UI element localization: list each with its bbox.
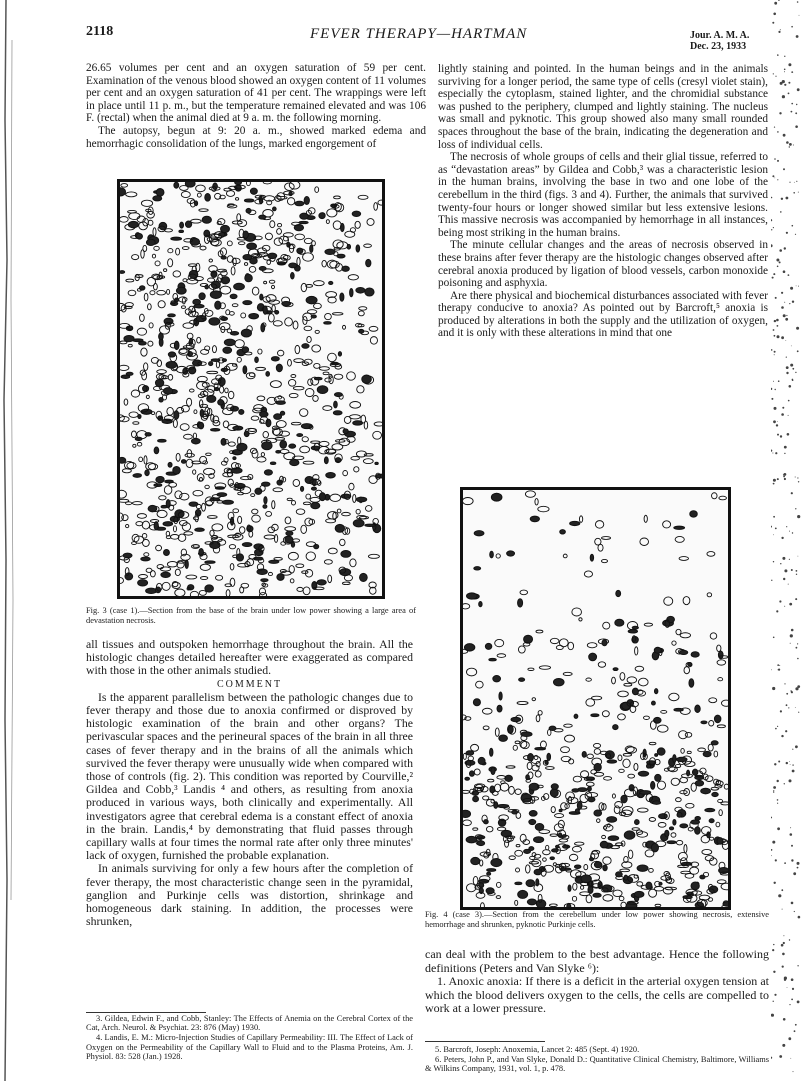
- figure-3-caption: Fig. 3 (case 1).—Section from the base of the brain under low power showing a large area of devastation necrosis.: [86, 606, 416, 625]
- paragraph: The minute cellular changes and the areas of necrosis observed in these brains after fever therapy are the histologic changes observed after cerebral anoxia produced by ligation of blood vessels, carbon monoxide poisoning and asphyxia.: [438, 239, 768, 290]
- paragraph: The necrosis of whole groups of cells and their glial tissue, referred to as “devastation areas” by Gildea and Cobb,³ was a characteristic lesion in the human brains, involving the base in two and one lobe of the cerebellum in the third (figs. 3 and 4). Further, the animals that survived twenty-four hours or longer showed similar but less extensive lesions. This massive necrosis was accompanied by hemorrhage in all instances, being most striking in the human brains.: [438, 151, 768, 239]
- paragraph: The autopsy, begun at 9: 20 a. m., showed marked edema and hemorrhagic consolidation of the lungs, marked engorgement of: [86, 124, 426, 150]
- footnotes-right: [425, 1045, 769, 1075]
- journal-reference-line2: Dec. 23, 1933: [690, 41, 747, 52]
- footnote-rule: [425, 1041, 545, 1042]
- right-column-bottom: [425, 948, 769, 1016]
- paragraph: 26.65 volumes per cent and an oxygen saturation of 59 per cent. Examination of the venous blood showed an oxygen content of 11 volumes per cent and an oxygen saturation of 41 per cent. The wrappings were left in place until 11 p. m., but the temperature remained elevated and was 106 F. (rectal) when the animal died at 9 a. m. the following morning.: [86, 62, 426, 125]
- figure-4-cell-texture: [463, 490, 728, 907]
- footnote: 3. Gildea, Edwin F., and Cobb, Stanley: The Effects of Anemia on the Cerebral Cortex of the Cat, Arch. Neurol. & Psychiat. 23: 876 (May) 1930.: [86, 1014, 413, 1033]
- definition-anoxic-anoxia: 1. Anoxic anoxia: If there is a deficit in the arterial oxygen tension at which the blood delivers oxygen to the cells, the cells are compelled to work at a lower pressure.: [425, 974, 769, 1016]
- footnote: 6. Peters, John P., and Van Slyke, Donald D.: Quantitative Clinical Chemistry, Baltimore, Williams & Wilkins Company, 1931, vol. 1, p. 478.: [425, 1055, 769, 1074]
- running-head: FEVER THERAPY—HARTMAN: [310, 26, 528, 42]
- paragraph: all tissues and outspoken hemorrhage throughout the brain. All the histologic changes detailed hereafter were exaggerated as compared with those in the other animals studied.: [86, 637, 413, 678]
- footnote-rule: [86, 1012, 206, 1013]
- paragraph: Is the apparent parallelism between the pathologic changes due to fever therapy and those due to anoxia confirmed or disproved by histologic examination of the brain and other organs? The perivascular spaces and the perineural spaces of the brain in all three cases of fever therapy and in the brains of all the animals which survived the fever therapy were unusually wide when compared with those of controls (fig. 2). This condition was reported by Courville,² Gildea and Cobb,³ Landis ⁴ and others, as resulting from anoxia produced in various ways, both clinically and experimentally. All investigators agree that cerebral edema is a constant effect of anoxia in the brain. Landis,⁴ by demonstrating that fluid passes through capillary walls at four times the normal rate after only three minutes' lack of oxygen, furnished the probable explanation.: [86, 689, 413, 863]
- paragraph: can deal with the problem to the best advantage. Hence the following definitions (Peters and Van Slyke ⁶):: [425, 947, 769, 975]
- section-heading-comment: COMMENT: [216, 678, 283, 690]
- paragraph: In animals surviving for only a few hours after the completion of fever therapy, the most characteristic change seen in the pyramidal, ganglion and Purkinje cells was distortion, shrinkage and homogeneous dark staining. In addition, the processes were shrunken,: [86, 861, 413, 929]
- paragraph: lightly staining and pointed. In the human beings and in the animals surviving for a longer period, the same type of cells (cresyl violet stain), especially the cytoplasm, stained lighter, and the chromidial substance was pushed to the periphery, clumped and lightly staining. The nucleus was small and pyknotic. This group showed also many small rounded spaces throughout the base of the brain, indicating the degeneration and loss of individual cells.: [438, 63, 768, 151]
- footnote: 5. Barcroft, Joseph: Anoxemia, Lancet 2: 485 (Sept. 4) 1920.: [435, 1045, 640, 1054]
- left-column-top: [86, 62, 426, 150]
- right-margin-scan-edge: [771, 0, 801, 1081]
- figure-3-cell-texture: [120, 182, 382, 596]
- paragraph: Are there physical and biochemical disturbances associated with fever therapy conducive to anoxia? As pointed out by Barcroft,⁵ anoxia is produced by alterations in both the supply and the utilization of oxygen, and it is only with these alterations in mind that one: [438, 289, 768, 340]
- page-number: 2118: [86, 24, 114, 39]
- figure-4-micrograph: [460, 487, 731, 910]
- left-margin-scan-edge: [0, 0, 30, 1081]
- right-column-top: [438, 63, 768, 340]
- footnote: 4. Landis, E. M.: Micro-Injection Studies of Capillary Permeability: III. The Effect of Lack of Oxygen on the Permeability of the Capillary Wall to Fluid and to the Plasma Proteins, Am. J. Physiol. 83: 528 (Jan.) 1928.: [86, 1033, 413, 1061]
- figure-3-micrograph: [117, 179, 385, 599]
- left-column-bottom: [86, 638, 413, 928]
- footnotes-left: [86, 1014, 413, 1062]
- journal-reference-line1: Jour. A. M. A.: [690, 30, 750, 41]
- journal-reference: [690, 30, 749, 52]
- figure-4-caption: Fig. 4 (case 3).—Section from the cerebellum under low power showing necrosis, extensive hemorrhage and shrunken, pyknotic Purkinje cells.: [425, 910, 769, 929]
